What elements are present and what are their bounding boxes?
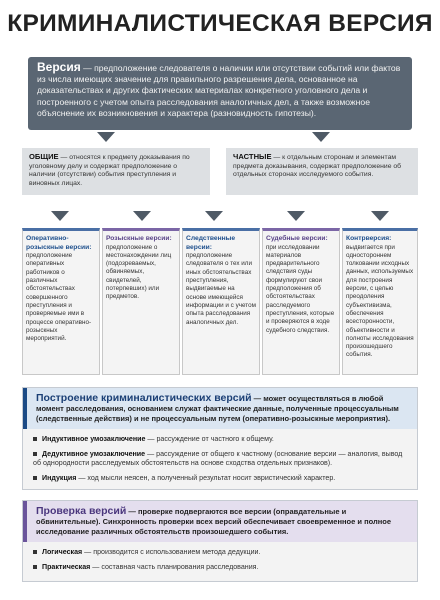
bullet-icon — [33, 437, 37, 441]
item-term: Дедуктивное умозаключение — [42, 449, 146, 458]
definition-text: — предположение следователя о наличии или отсутствии событий или фактов из числа имеющих значение для правильного разрешения дела, основанное на доказательствах и других фактических материалах конкретного уголовного дела и построенного с учетом опыта расследования аналогичных дел, а также возможное объяснение их возникновения и характера (разновидность гипотезы). — [37, 63, 401, 118]
verification-text: — проверке подвергаются все версии (оправдательные и обвинительные). Синхронность проверки всех версий обеспечивает своевременное и полное исследование различных обстоятельств произошедшего события. — [36, 507, 392, 536]
version-card-judicial — [262, 228, 340, 375]
particular-versions-box — [226, 148, 418, 195]
item-text: — составная часть планирования расследования. — [90, 562, 259, 571]
verification-title: Проверка версий — [36, 505, 127, 517]
version-card-investigative — [182, 228, 260, 375]
bullet-icon — [33, 550, 37, 554]
item-term: Индуктивное умозаключение — [42, 435, 146, 443]
general-text: — относятся к предмету доказывания по уголовному делу и содержат предположение о наличии (отсутствии) события преступления и виновных лицах. — [29, 154, 190, 188]
list-item — [23, 429, 417, 445]
arrow-down-icon — [312, 132, 330, 142]
version-text: при исследовании материалов предварительного следствия суды формулируют свои предположения об обстоятельствах расследуемого преступления, которые и проверяются в ходе судебного следствия. — [266, 243, 335, 334]
particular-term: ЧАСТНЫЕ — [233, 152, 272, 161]
version-card-counter — [342, 228, 418, 375]
version-text: предположение оперативных работников о различных обстоятельствах совершенного преступления и проверяемые ими в процессе оперативно-розыскных мероприятий. — [26, 252, 92, 343]
bullet-icon — [33, 476, 37, 480]
version-text: предположение следователя о тех или иных обстоятельствах преступления, выдвигаемые на основе имеющейся информации и с учетом опыта расследования аналогичных дел. — [186, 252, 256, 326]
particular-text: — к отдельным сторонам и элементам предмета доказывания, содержат предположение об отдельных сторонах исследуемого события. — [233, 154, 402, 179]
arrow-down-icon — [371, 211, 389, 221]
version-title: Оперативно-розыскные версии: — [26, 235, 92, 251]
construction-text: — может осуществляться в любой момент расследования, основанием служат фактические данные, полученные процессуальным (следственные действия) и не процессуальным путем (оперативно-розыскные мероприятия). — [36, 394, 399, 423]
arrow-down-icon — [287, 211, 305, 221]
bullet-icon — [33, 452, 37, 456]
arrow-down-icon — [133, 211, 151, 221]
page-title: КРИМИНАЛИСТИЧЕСКАЯ ВЕРСИЯ — [7, 10, 433, 37]
arrow-down-icon — [51, 211, 69, 221]
bullet-icon — [33, 565, 37, 569]
construction-section — [22, 387, 418, 490]
version-title: Контрверсия: — [346, 235, 392, 242]
arrow-down-icon — [97, 132, 115, 142]
version-card-operative — [22, 228, 100, 375]
item-term: Практическая — [42, 562, 91, 571]
version-title: Судебные версии: — [266, 235, 328, 242]
version-card-search — [102, 228, 180, 375]
general-term: ОБЩИЕ — [29, 152, 59, 161]
list-item — [23, 558, 417, 573]
verification-header — [23, 501, 417, 542]
item-text: — ход мысли неясен, а полученный результат носит эвристический характер. — [76, 473, 336, 482]
item-text: — рассуждение от общего к частному (основание версии — аналогия, вывод об однородности расследуемых обстоятельств на основе сходства отдельных признаков). — [33, 449, 403, 467]
item-term: Логическая — [42, 548, 83, 556]
list-item — [23, 445, 417, 469]
version-title: Розыскные версии: — [106, 235, 172, 242]
version-text: выдвигается при одностороннем толковании исходных данных, используемых для построения версии, с целью преодоления субъективизма, обеспечения всесторонности, объективности и полноты исследования произошедшего события. — [346, 243, 414, 359]
general-versions-box — [22, 148, 210, 195]
item-term: Индукция — [42, 473, 77, 482]
construction-title: Построение криминалистических версий — [36, 392, 252, 404]
definition-term: Версия — [37, 60, 81, 74]
version-title: Следственные версии: — [186, 235, 236, 251]
item-text: — производится с использованием метода дедукции. — [82, 548, 261, 556]
construction-header — [23, 388, 417, 429]
arrow-down-icon — [205, 211, 223, 221]
version-text: предположение о местонахождении лиц (подозреваемых, обвиняемых, свидетелей, потерпевших) или предметов. — [106, 243, 172, 301]
item-text: — рассуждение от частного к общему. — [145, 435, 274, 443]
verification-section — [22, 500, 418, 582]
list-item — [23, 542, 417, 558]
list-item — [23, 469, 417, 484]
definition-box — [28, 57, 412, 130]
